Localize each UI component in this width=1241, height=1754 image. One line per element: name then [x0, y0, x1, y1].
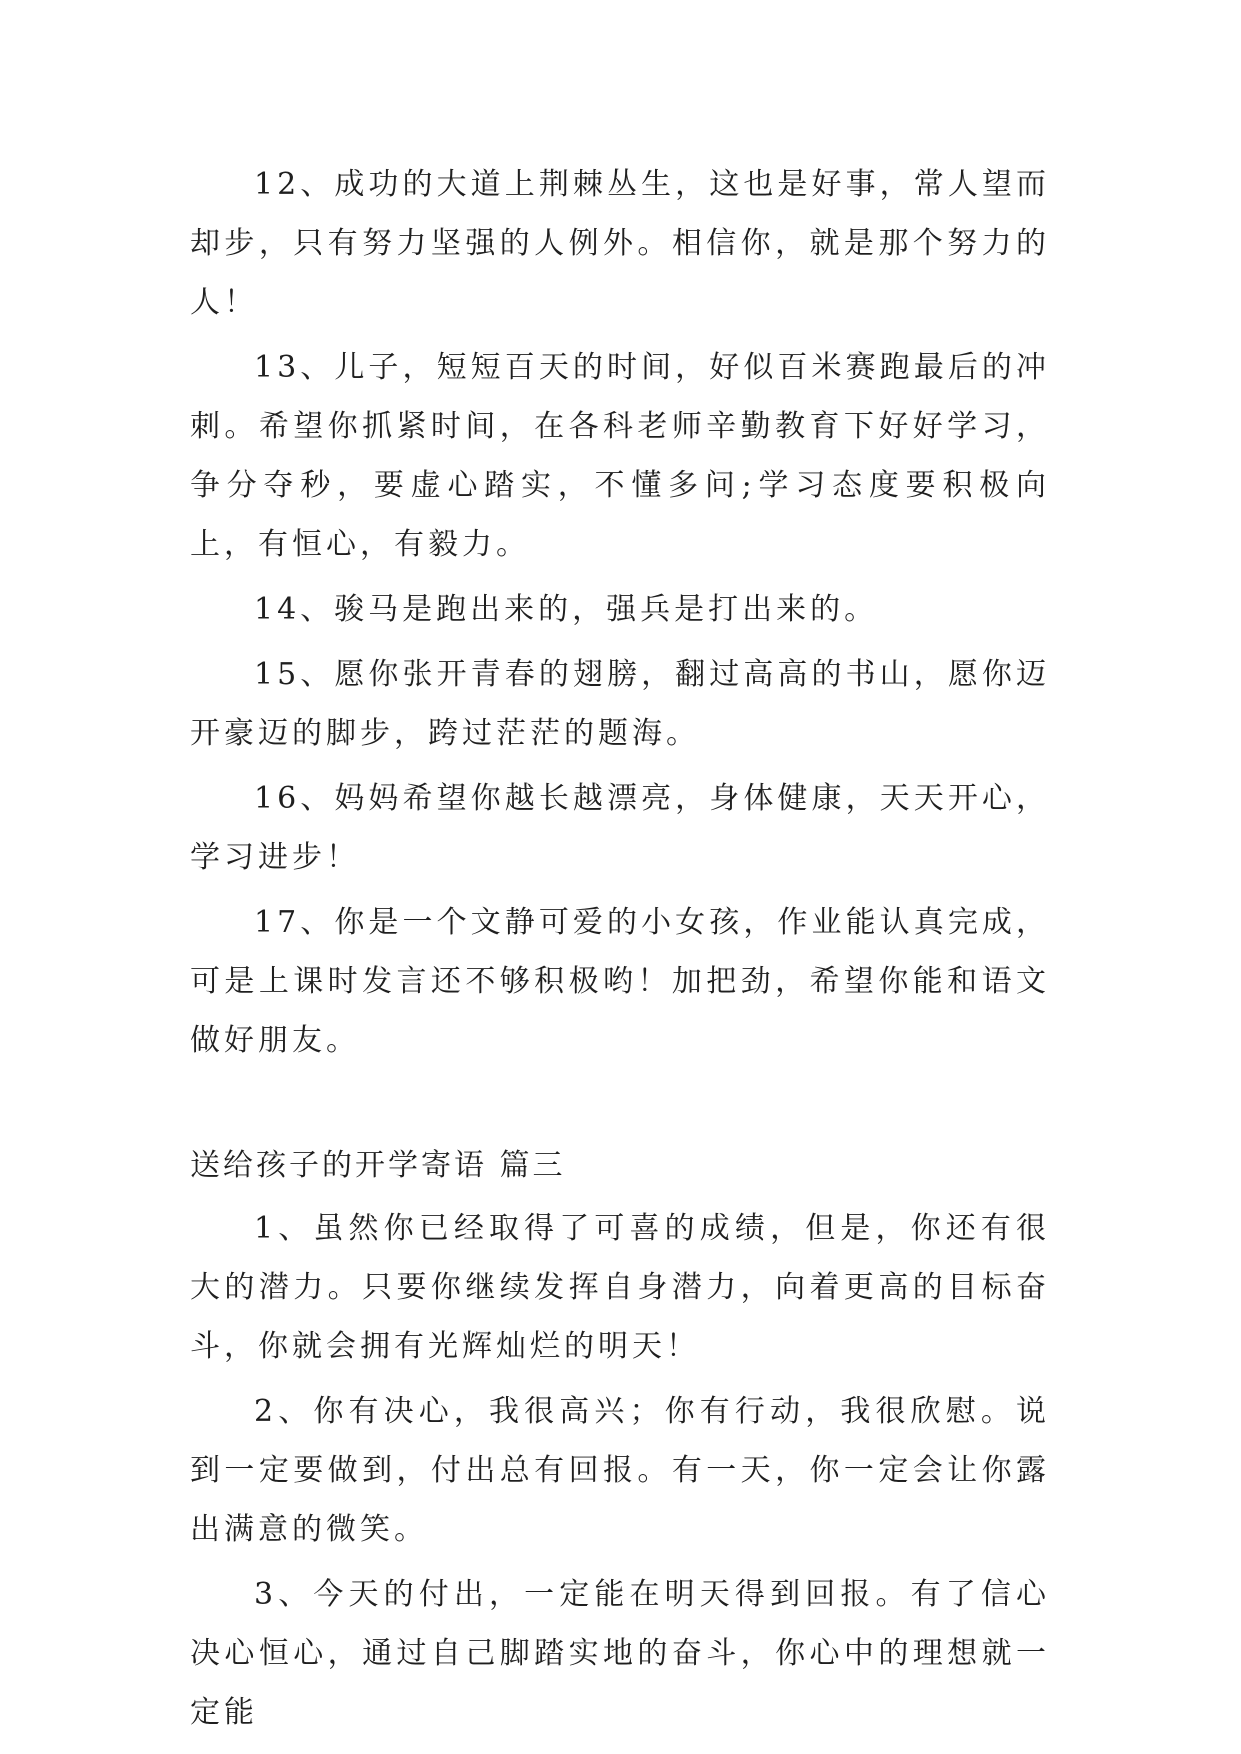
- document-body: [190, 155, 1050, 1748]
- paragraph-16: 16、妈妈希望你越长越漂亮，身体健康，天天开心，学习进步！: [190, 781, 1050, 875]
- paragraph-14: 14、骏马是跑出来的，强兵是打出来的。: [254, 592, 879, 627]
- paragraph-12: 12、成功的大道上荆棘丛生，这也是好事，常人望而却步，只有努力坚强的人例外。相信你，就是那个努力的人！: [190, 167, 1050, 320]
- paragraph-13: 13、儿子，短短百天的时间，好似百米赛跑最后的冲刺。希望你抓紧时间，在各科老师辛勤教育下好好学习，争分夺秒，要虚心踏实，不懂多问;学习态度要积极向上，有恒心，有毅力。: [190, 350, 1050, 562]
- paragraph-17: 17、你是一个文静可爱的小女孩，作业能认真完成，可是上课时发言还不够积极哟！加把劲，希望你能和语文做好朋友。: [190, 905, 1050, 1058]
- paragraph-15: 15、愿你张开青春的翅膀，翻过高高的书山，愿你迈开豪迈的脚步，跨过茫茫的题海。: [190, 657, 1050, 751]
- paragraph-part3-1: 1、虽然你已经取得了可喜的成绩，但是，你还有很大的潜力。只要你继续发挥自身潜力，向着更高的目标奋斗，你就会拥有光辉灿烂的明天！: [190, 1211, 1050, 1364]
- section-heading: 送给孩子的开学寄语 篇三: [190, 1148, 566, 1183]
- paragraph-part3-3: 3、今天的付出，一定能在明天得到回报。有了信心决心恒心，通过自己脚踏实地的奋斗，你心中的理想就一定能: [190, 1577, 1050, 1730]
- paragraph-part3-2: 2、你有决心，我很高兴；你有行动，我很欣慰。说到一定要做到，付出总有回报。有一天，你一定会让你露出满意的微笑。: [190, 1394, 1050, 1547]
